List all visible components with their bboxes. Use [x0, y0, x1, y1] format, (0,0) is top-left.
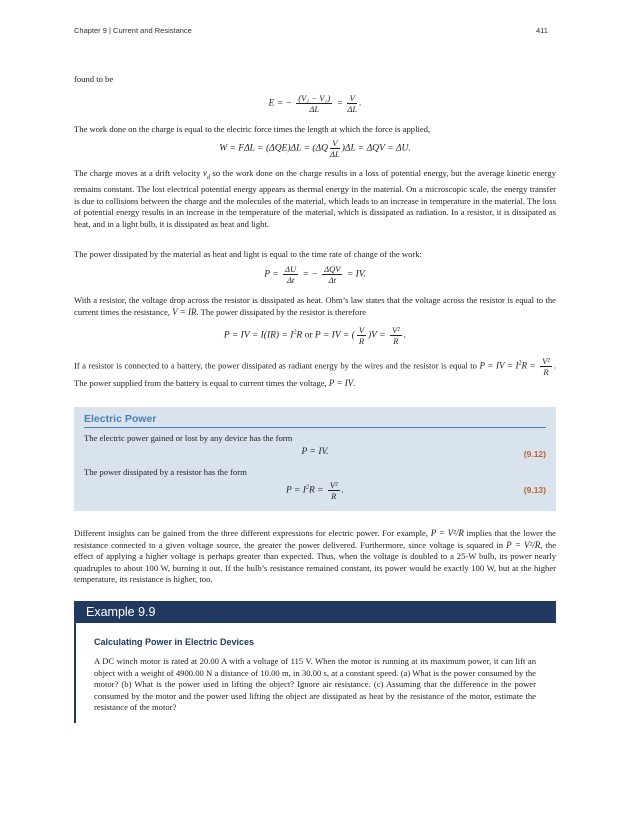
box-eq2-b: R = — [308, 485, 324, 496]
eq1-num2: V — [347, 93, 357, 104]
eq2-den: ΔL — [329, 149, 340, 159]
battery-num: V² — [542, 356, 550, 366]
battery-den: R — [543, 367, 549, 377]
eq4-end: . — [403, 330, 407, 341]
box-eq2-sup: 2 — [305, 484, 309, 491]
drift-text-a: The charge moves at a drift velocity — [74, 168, 201, 178]
insights-text-1: Different insights can be gained from the three different expressions for electric power. For example, — [74, 528, 429, 538]
eq4-part3: P = IV = ( — [314, 330, 355, 341]
eq3-end: = IV. — [346, 269, 366, 280]
box-eq2-a: P = I — [285, 485, 306, 496]
eq4-part1: P = IV = I(IR) = I — [223, 330, 294, 341]
box-text-1: The electric power gained or lost by any device has the form — [84, 433, 293, 443]
drift-sub: d — [206, 174, 210, 181]
equation-resistor-power — [74, 325, 556, 346]
eq2-part1: W = FΔL = (ΔQE)ΔL = (ΔQ — [219, 143, 328, 154]
eq3-num2: ΔQV — [324, 264, 341, 274]
paragraph-found: found to be — [74, 74, 114, 84]
battery-sup: 2 — [518, 360, 522, 367]
battery-end: . — [353, 378, 356, 388]
insights-text-3: , the effect of applying a higher voltage is perhaps greater than expected. Thus, when the voltage is doubled to a 25-W bulb, its power nearly quadruples to about 100 W, burning it out. If the bulb’s resistance remained constant, its power would be exactly 100 W, but at the higher temperature, its resistance is higher, too. — [74, 539, 557, 585]
eq3-num1: ΔU — [285, 264, 297, 274]
box-title: Electric Power — [84, 413, 157, 425]
eq3-den1: Δt — [286, 275, 295, 285]
eq4-num2: V² — [391, 325, 400, 335]
battery-eq1: P = IV = I — [479, 360, 519, 371]
eq4-fraction-2 — [390, 325, 402, 346]
chapter-header: Chapter 9 | Current and Resistance — [74, 26, 192, 35]
eq1-den1: ΔL — [309, 104, 320, 114]
battery-eq2: R = — [521, 360, 536, 371]
example-side-rule — [74, 623, 76, 723]
ohm-text-a: With a resistor, the voltage drop across the resistor is dissipated as heat. Ohm’s law states that the voltage across the resistor is equal to the current times the resistance, — [74, 295, 556, 317]
eq4-sup1: 2 — [293, 329, 297, 336]
eq4-num1: V — [358, 325, 365, 335]
eq4-or: or — [304, 330, 313, 341]
eq2-num: V — [330, 138, 340, 149]
eq2-fraction — [330, 138, 340, 159]
eq1-fraction-2 — [347, 93, 357, 114]
battery-eq3: P = IV — [328, 378, 354, 388]
eq1-fraction-1 — [296, 93, 332, 114]
equation-number-9-13: (9.13) — [523, 485, 546, 495]
eq1-lhs: E = − — [268, 98, 292, 109]
eq4-den1: R — [358, 336, 365, 346]
eq3-fraction-1 — [283, 264, 298, 285]
example-header-bar — [74, 601, 556, 623]
page-number: 411 — [536, 26, 548, 35]
example-title: Example 9.9 — [86, 605, 156, 619]
eq2-part2: )ΔL = ΔQV = ΔU. — [341, 143, 411, 154]
insights-eq1: P = V²/R — [430, 528, 464, 538]
ohm-equation: V = IR — [172, 306, 197, 317]
paragraph-work: The work done on the charge is equal to the electric force times the length at which the force is applied, — [74, 124, 431, 134]
eq1-mid: = — [336, 98, 344, 109]
eq3-den2: Δt — [328, 275, 336, 285]
eq4-den2: R — [393, 336, 399, 346]
insights-eq2: P = V²/R — [506, 539, 541, 550]
eq1-num1: (V₂ − V₁) — [298, 93, 331, 103]
battery-text-b: . The power supplied from the battery is equal to current times the voltage, — [74, 360, 557, 388]
ohm-text-b: . The power dissipated by the resistor is therefore — [196, 306, 367, 317]
paragraph-battery — [74, 356, 556, 390]
paragraph-ohm — [74, 295, 556, 318]
drift-v: v — [202, 168, 207, 178]
equation-power-rate — [74, 264, 556, 285]
box-equation-1: P = IV. — [301, 447, 329, 457]
battery-fraction — [540, 356, 552, 377]
equation-number-9-12: (9.12) — [523, 449, 546, 459]
equation-work — [74, 138, 556, 159]
example-problem-text: A DC winch motor is rated at 20.00 A with a voltage of 115 V. When the motor is running at its maximum power, it can lift an object with a weight of 4900.00 N a distance of 10.00 m, in 30.00 s, at a constant speed. (a) What is the power consumed by the motor? (b) What is the power used in lifting the object? Ignore air resistance. (c) Assuming that the difference in the power consumed by the motor and the power used lifting the object are dissipated as heat by the resistance of the motor, estimate the resistance of the motor? — [94, 656, 536, 712]
box-eq2-den: R — [331, 491, 337, 501]
electric-power-box — [74, 407, 556, 511]
box-eq2-num: V² — [329, 480, 338, 490]
battery-text-a: If a resistor is connected to a battery, the power dissipated as radiant energy by the wires and the resistor is equal to — [74, 360, 477, 371]
box-eq2-fraction — [328, 480, 340, 501]
box-title-rule — [84, 427, 546, 428]
eq3-lhs: P = — [264, 269, 279, 280]
paragraph-drift — [74, 168, 556, 230]
example-subtitle: Calculating Power in Electric Devices — [94, 637, 255, 647]
drift-velocity-symbol — [202, 168, 210, 181]
eq4-part2: R — [296, 330, 303, 341]
insights-text-2: implies that the lower the resistance connected to a given voltage source, the greater the power delivered. Furthermore, since voltage is squared in — [74, 528, 556, 550]
eq4-part4: )V = — [368, 330, 386, 341]
paragraph-insights — [74, 528, 556, 586]
eq3-mid: = − — [302, 269, 318, 280]
eq1-den2: ΔL — [347, 104, 358, 114]
box-equation-2 — [74, 480, 556, 501]
box-text-2: The power dissipated by a resistor has the form — [84, 467, 247, 477]
eq4-fraction-1 — [357, 325, 366, 346]
equation-electric-field — [74, 93, 556, 114]
box-eq2-end: . — [341, 485, 345, 496]
eq3-fraction-2 — [322, 264, 342, 285]
paragraph-power: The power dissipated by the material as heat and light is equal to the time rate of change of the work: — [74, 249, 422, 259]
eq1-end: . — [359, 98, 362, 109]
drift-text-b: so the work done on the charge results in a loss of potential energy, but the average kinetic energy remains constant. The lost electrical potential energy appears as thermal energy in the material. On a microscopic scale, the energy transfer is due to collisions between the charge and the molecules of the material, which leads to an increase in temperature in the material. The loss of potential energy results in an increase in the temperature of the material, which is dissipated as radiation. In a resistor, it is dissipated as heat, and in a light bulb, it is dissipated as heat and light. — [74, 168, 556, 229]
